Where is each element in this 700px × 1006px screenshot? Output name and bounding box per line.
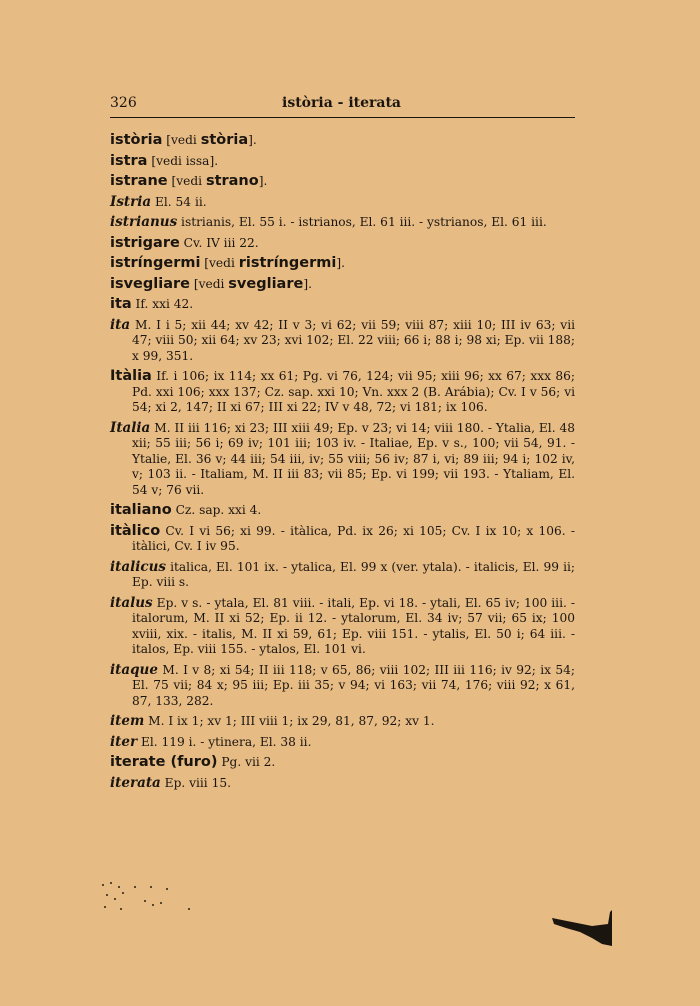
entry-text: Ep. viii 15. — [160, 775, 231, 790]
headword: istríngermi — [110, 255, 201, 271]
entry-text: If. xxi 42. — [131, 297, 194, 311]
ink-specks — [100, 880, 210, 915]
entry-istoria — [110, 133, 575, 149]
headword: italiano — [110, 502, 172, 518]
entry-text: [vedi — [162, 133, 201, 147]
headword: istrigare — [110, 234, 180, 251]
headword: istra — [110, 152, 148, 169]
headword: ita — [110, 316, 131, 333]
entry-list — [110, 133, 575, 796]
entry-text: El. 119 i. - ytinera, El. 38 ii. — [137, 734, 312, 749]
entry-text: italica, El. 101 ix. - ytalica, El. 99 x (ver. ytala). - italicis, El. 99 ii; Ep. viii s. — [132, 559, 575, 589]
running-head — [110, 95, 575, 115]
entry-text: M. I v 8; xi 54; II iii 118; v 65, 86; viii 102; III iii 116; iv 92; ix 54; El. 75 vii; 84 x; 95 iii; Ep. iii 35; v 94; vi 163; vii 74, 176; viii 92; x 61, 87, 133, 282. — [132, 662, 575, 708]
entry-tail: ]. — [258, 174, 268, 188]
headword: italus — [110, 594, 153, 611]
page-corner-mark — [552, 908, 614, 948]
headword: isvegliare — [110, 275, 190, 292]
entry-text: M. I ix 1; xv 1; III viii 1; ix 29, 81, 87, 92; xv 1. — [144, 714, 435, 728]
cross-reference: stòria — [200, 132, 249, 148]
entry-text: Pg. vii 2. — [217, 755, 276, 769]
headword: item — [110, 713, 145, 729]
entry-text: [vedi — [189, 276, 229, 291]
entry-istrianus — [110, 215, 575, 231]
headword: iterata — [110, 774, 161, 791]
cross-reference: svegliare — [228, 275, 304, 292]
entry-iterata — [110, 776, 575, 792]
headword: istòria — [110, 132, 163, 148]
entry-ita-latin — [110, 318, 575, 365]
entry-tail: ]. — [303, 276, 312, 291]
headword: istrane — [110, 173, 168, 189]
entry-item — [110, 714, 575, 730]
entry-istria — [110, 195, 575, 211]
headword: Italia — [110, 419, 151, 436]
entry-italia — [110, 369, 575, 416]
entry-tail: ]. — [336, 256, 345, 270]
entry-text: Cz. sap. xxi 4. — [171, 503, 262, 517]
headword: itàlico — [110, 522, 161, 539]
entry-italiano — [110, 503, 575, 519]
entry-istringermi — [110, 256, 575, 272]
entry-iterate — [110, 755, 575, 771]
entry-text: Ep. v s. - ytala, El. 81 viii. - itali, Ep. vi 18. - ytali, El. 65 iv; 100 iii. - italorum, M. II xi 52; Ep. ii 12. - ytalorum, El. 34 iv; 57 vii; 65 ix; 100 xviii, xix. - italis, M. II xi 59, 61; Ep. viii 151. - ytalis, El. 50 i; 64 iii. - italos, Ep. viii 155. - ytalos, El. 101 vi. — [132, 595, 575, 656]
cross-reference: strano — [205, 173, 259, 189]
entry-italicus — [110, 560, 575, 591]
entry-isvegliare — [110, 277, 575, 293]
entry-text: istrianis, El. 55 i. - istrianos, El. 61 iii. - ystrianos, El. 61 iii. — [177, 215, 547, 229]
header-rule — [110, 117, 575, 118]
entry-text: [vedi — [167, 174, 206, 188]
entry-italus — [110, 596, 575, 658]
entry-istrigare — [110, 236, 575, 252]
entry-ita — [110, 297, 575, 313]
headword: Itàlia — [110, 368, 152, 384]
headword: Istria — [110, 193, 152, 210]
cross-reference: ristríngermi — [238, 255, 337, 271]
entry-iter — [110, 735, 575, 751]
entry-text: M. II iii 116; xi 23; III xiii 49; Ep. v 23; vi 14; viii 180. - Ytalia, El. 48 xii; 55 iii; 56 i; 69 iv; 101 iii; 103 iv. - Italiae, Ep. v s., 100; vii 54, 91. - Ytalie, El. 36 v; 44 iii; 54 iii, iv; 55 viii; 56 iv; 87 i, vi; 89 iii; 94 i; 102 iv, v; 103 ii. - Italiam, M. II iii 83; vii 85; Ep. vi 199; vii 193. - Ytaliam, El. 54 v; 76 vii. — [132, 420, 575, 497]
page-number: 326 — [110, 95, 137, 111]
headword: iterate (furo) — [110, 754, 218, 770]
entry-tail: ]. — [248, 133, 257, 147]
entry-italia-latin — [110, 421, 575, 499]
headword: istrianus — [110, 214, 178, 230]
headword: iter — [110, 733, 138, 750]
entry-text: El. 54 ii. — [151, 194, 207, 209]
entry-text: If. i 106; ix 114; xx 61; Pg. vi 76, 124; vii 95; xiii 96; xx 67; xxx 86; Pd. xxi 106; xxx 137; Cz. sap. xxi 10; Vn. xxx 2 (B. Arábia); Cv. I v 56; vi 54; xi 2, 147; II xi 67; III xi 22; IV v 48, 72; vi 181; ix 106. — [132, 369, 575, 414]
headword: ita — [110, 296, 132, 312]
entry-istra — [110, 154, 575, 170]
entry-itaque — [110, 663, 575, 710]
entry-text: [vedi issa]. — [147, 153, 219, 168]
entry-text: M. I i 5; xii 44; xv 42; II v 3; vi 62; vii 59; viii 87; xiii 10; III iv 63; vii 47; viii 50; xii 64; xv 23; xvi 102; El. 22 viii; 66 i; 88 i; 98 xi; Ep. vii 188; x 99, 351. — [130, 317, 575, 363]
entry-text: Cv. I vi 56; xi 99. - itàlica, Pd. ix 26; xi 105; Cv. I ix 10; x 106. - itàlici, Cv. I iv 95. — [132, 523, 575, 553]
running-title: istòria - iterata — [282, 95, 402, 111]
entry-text: [vedi — [200, 256, 239, 270]
headword: italicus — [110, 558, 167, 575]
entry-italico — [110, 524, 575, 555]
headword: itaque — [110, 661, 158, 678]
entry-istrane — [110, 174, 575, 190]
entry-text: Cv. IV iii 22. — [179, 235, 259, 250]
